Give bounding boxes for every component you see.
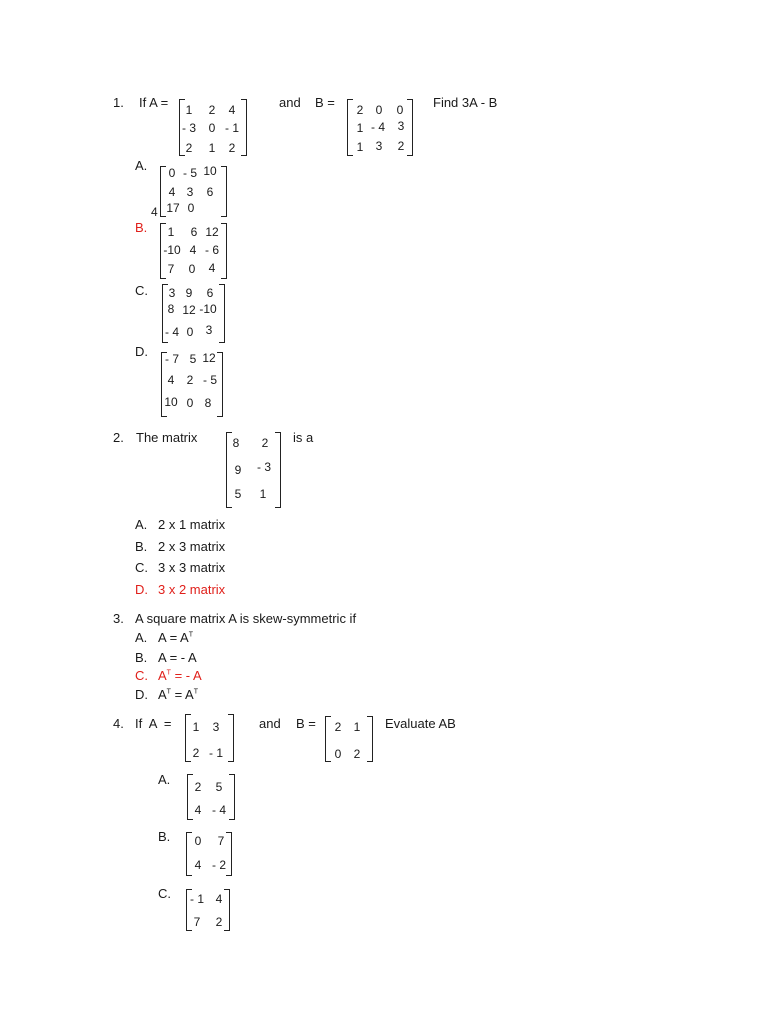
q4-option-b-label: B.	[158, 829, 171, 844]
q2-suffix: is a	[293, 430, 314, 445]
q1-prefix: If A =	[139, 95, 169, 110]
cell: 4	[194, 803, 202, 817]
q4-b-equals: B =	[296, 716, 316, 731]
cell: 10	[203, 164, 217, 178]
cell: 2	[228, 141, 236, 155]
cell: 12	[182, 303, 196, 317]
expr: A	[158, 668, 167, 683]
q3-option-d-text	[158, 687, 198, 703]
q3-option-a-label: A.	[135, 630, 148, 645]
cell: 9	[234, 463, 242, 477]
cell: 3	[212, 720, 220, 734]
q1-option-a-matrix	[160, 166, 227, 217]
cell: 3	[205, 323, 213, 337]
q1-option-b-label: B.	[135, 220, 148, 235]
expr: = A	[170, 687, 194, 702]
cell: - 5	[182, 166, 198, 180]
q2-matrix	[226, 432, 281, 508]
cell: 1	[356, 140, 364, 154]
cell: - 4	[164, 325, 180, 339]
q4-matrix-b	[325, 716, 373, 762]
cell: 7	[217, 834, 225, 848]
cell: 3	[375, 139, 383, 153]
cell: - 1	[208, 746, 224, 760]
expr: A = A	[158, 630, 189, 645]
cell: 2	[215, 915, 223, 929]
q2-option-d-label: D.	[135, 582, 148, 597]
q1-option-c-matrix	[162, 284, 225, 343]
q4-option-a-label: A.	[158, 772, 171, 787]
q1-number: 1.	[113, 95, 124, 110]
cell: 4	[208, 261, 216, 275]
cell: 1	[356, 121, 364, 135]
q2-option-b-label: B.	[135, 539, 148, 554]
cell: 9	[185, 286, 193, 300]
cell: - 5	[202, 373, 218, 387]
cell: 5	[189, 352, 197, 366]
q4-prefix: If A =	[135, 716, 172, 731]
cell: 4	[189, 243, 197, 257]
cell: 0	[188, 262, 196, 276]
cell: 3	[168, 286, 176, 300]
cell: - 2	[211, 858, 227, 872]
cell: -10	[163, 243, 181, 257]
cell: 2	[186, 373, 194, 387]
cell: 2	[334, 720, 342, 734]
cell: 12	[205, 225, 219, 239]
cell: 0	[194, 834, 202, 848]
cell: 2	[194, 780, 202, 794]
q3-option-c-label: C.	[135, 668, 148, 683]
cell: - 7	[164, 352, 180, 366]
cell: 8	[167, 302, 175, 316]
q1-option-a-stray: 4	[151, 205, 158, 219]
cell: 4	[228, 103, 236, 117]
cell: 0	[334, 747, 342, 761]
q3-option-c-text	[158, 668, 202, 684]
q4-and: and	[259, 716, 281, 731]
q3-number: 3.	[113, 611, 124, 626]
q1-option-b-matrix	[160, 223, 227, 279]
cell: 2	[261, 436, 269, 450]
q2-option-a-label: A.	[135, 517, 148, 532]
q3-option-a-text	[158, 630, 193, 646]
q2-number: 2.	[113, 430, 124, 445]
q3-option-d-label: D.	[135, 687, 148, 702]
cell: - 1	[189, 892, 205, 906]
cell: 2	[356, 103, 364, 117]
cell: - 3	[256, 460, 272, 474]
q4-option-c-matrix	[186, 889, 230, 931]
q2-option-c-text: 3 x 3 matrix	[158, 560, 226, 575]
cell: 0	[186, 325, 194, 339]
cell: 0	[375, 103, 383, 117]
q2-option-d-text: 3 x 2 matrix	[158, 582, 226, 597]
q3-option-b-text: A = - A	[158, 650, 197, 665]
q4-task: Evaluate AB	[385, 716, 456, 731]
cell: 1	[192, 720, 200, 734]
cell: 4	[215, 892, 223, 906]
cell: 4	[194, 858, 202, 872]
cell: 0	[168, 166, 176, 180]
q3-text: A square matrix A is skew-symmetric if	[135, 611, 357, 626]
cell: 0	[396, 103, 404, 117]
transpose-sup: T	[193, 688, 199, 696]
q1-task: Find 3A - B	[433, 95, 498, 110]
q1-matrix-a	[179, 99, 247, 156]
cell: 4	[168, 185, 176, 199]
cell: 0	[208, 121, 216, 135]
cell: 1	[185, 103, 193, 117]
q4-number: 4.	[113, 716, 124, 731]
q1-matrix-b	[347, 99, 413, 156]
cell: - 3	[181, 121, 197, 135]
cell: 12	[202, 351, 216, 365]
cell: 17	[166, 201, 180, 215]
cell: 8	[204, 396, 212, 410]
cell: 6	[206, 286, 214, 300]
cell: - 4	[370, 120, 386, 134]
cell: 10	[164, 395, 178, 409]
q4-option-b-matrix	[186, 832, 232, 876]
q1-option-a-label: A.	[135, 158, 148, 173]
cell: 5	[234, 487, 242, 501]
expr: A	[158, 687, 167, 702]
cell: 6	[190, 225, 198, 239]
q1-b-equals: B =	[315, 95, 335, 110]
q1-and: and	[279, 95, 301, 110]
cell: 0	[186, 396, 194, 410]
cell: 1	[167, 225, 175, 239]
q4-option-a-matrix	[187, 774, 235, 820]
cell: 7	[167, 262, 175, 276]
q4-option-c-label: C.	[158, 886, 171, 901]
q2-option-a-text: 2 x 1 matrix	[158, 517, 226, 532]
cell: -10	[199, 302, 217, 316]
transpose-sup: T	[166, 669, 171, 677]
cell: 8	[232, 436, 240, 450]
cell: 6	[206, 185, 214, 199]
cell: 1	[259, 487, 267, 501]
cell: 7	[193, 915, 201, 929]
cell: - 6	[204, 243, 220, 257]
q1-option-d-label: D.	[135, 344, 148, 359]
cell: - 1	[224, 121, 240, 135]
cell: 2	[397, 139, 405, 153]
q3-option-b-label: B.	[135, 650, 148, 665]
cell: 2	[353, 747, 361, 761]
cell: 1	[353, 720, 361, 734]
cell: 4	[167, 373, 175, 387]
cell: 3	[397, 119, 405, 133]
cell: 2	[185, 141, 193, 155]
q1-option-c-label: C.	[135, 283, 148, 298]
q4-matrix-a	[185, 714, 234, 762]
expr: = - A	[170, 668, 202, 683]
cell: 2	[208, 103, 216, 117]
transpose-sup: T	[166, 688, 171, 696]
cell: 1	[208, 141, 216, 155]
q2-option-c-label: C.	[135, 560, 148, 575]
cell: 0	[187, 201, 195, 215]
cell: 5	[215, 780, 223, 794]
transpose-sup: T	[188, 631, 194, 639]
cell: - 4	[211, 803, 227, 817]
q1-option-d-matrix	[161, 352, 223, 417]
q2-prefix: The matrix	[136, 430, 198, 445]
q2-option-b-text: 2 x 3 matrix	[158, 539, 226, 554]
cell: 2	[192, 746, 200, 760]
cell: 3	[186, 185, 194, 199]
